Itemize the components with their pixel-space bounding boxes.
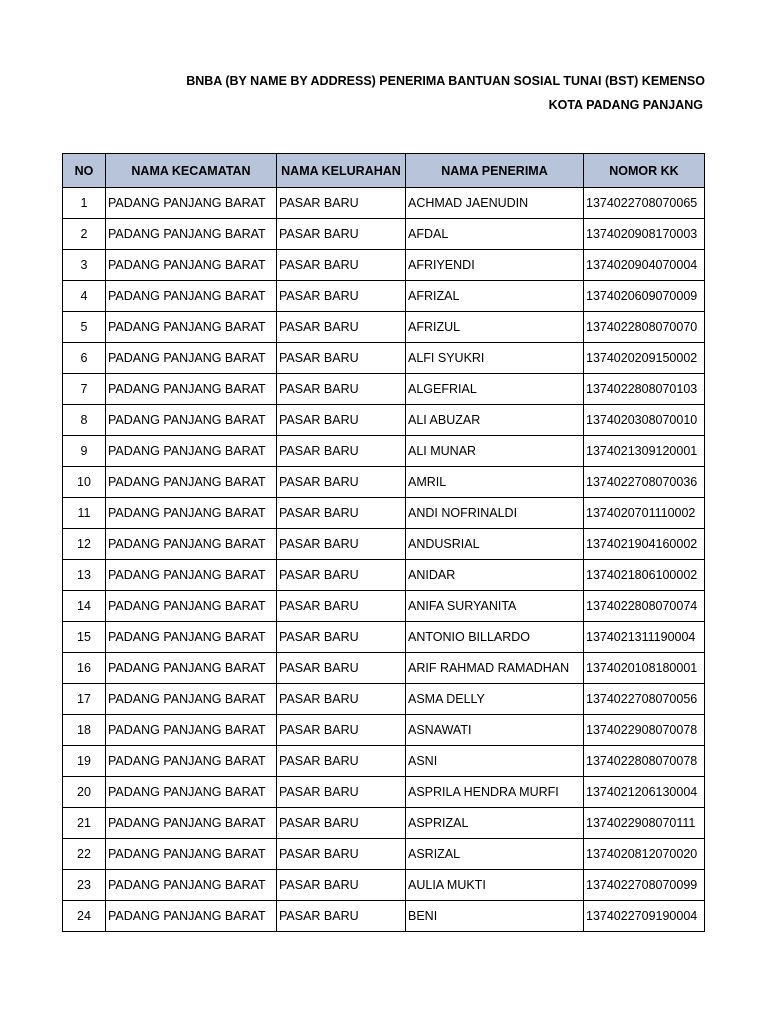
cell-kecamatan: PADANG PANJANG BARAT	[106, 312, 277, 343]
cell-kecamatan: PADANG PANJANG BARAT	[106, 374, 277, 405]
cell-penerima: ALI ABUZAR	[406, 405, 584, 436]
cell-no: 14	[63, 591, 106, 622]
document-subtitle: KOTA PADANG PANJANG	[548, 98, 703, 112]
cell-kecamatan: PADANG PANJANG BARAT	[106, 901, 277, 932]
cell-nomor-kk: 1374020609070009	[584, 281, 705, 312]
cell-kecamatan: PADANG PANJANG BARAT	[106, 405, 277, 436]
table-row	[63, 653, 705, 684]
column-header-nomor-kk: NOMOR KK	[584, 154, 705, 188]
cell-no: 7	[63, 374, 106, 405]
cell-kecamatan: PADANG PANJANG BARAT	[106, 281, 277, 312]
cell-nomor-kk: 1374020701110002	[584, 498, 705, 529]
cell-kelurahan: PASAR BARU	[277, 560, 406, 591]
cell-kelurahan: PASAR BARU	[277, 622, 406, 653]
cell-nomor-kk: 1374022808070078	[584, 746, 705, 777]
cell-nomor-kk: 1374022709190004	[584, 901, 705, 932]
table-row	[63, 560, 705, 591]
cell-nomor-kk: 1374022708070065	[584, 188, 705, 219]
cell-kecamatan: PADANG PANJANG BARAT	[106, 777, 277, 808]
table-row	[63, 250, 705, 281]
column-header-kecamatan: NAMA KECAMATAN	[106, 154, 277, 188]
cell-no: 21	[63, 808, 106, 839]
cell-kecamatan: PADANG PANJANG BARAT	[106, 467, 277, 498]
cell-no: 22	[63, 839, 106, 870]
cell-nomor-kk: 1374020904070004	[584, 250, 705, 281]
cell-kelurahan: PASAR BARU	[277, 684, 406, 715]
table-row	[63, 684, 705, 715]
table-row	[63, 281, 705, 312]
cell-penerima: BENI	[406, 901, 584, 932]
cell-kecamatan: PADANG PANJANG BARAT	[106, 250, 277, 281]
table-row	[63, 591, 705, 622]
cell-kelurahan: PASAR BARU	[277, 281, 406, 312]
cell-kelurahan: PASAR BARU	[277, 436, 406, 467]
table-row	[63, 188, 705, 219]
cell-no: 13	[63, 560, 106, 591]
cell-kecamatan: PADANG PANJANG BARAT	[106, 343, 277, 374]
cell-nomor-kk: 1374021806100002	[584, 560, 705, 591]
cell-kelurahan: PASAR BARU	[277, 653, 406, 684]
cell-nomor-kk: 1374020308070010	[584, 405, 705, 436]
table-body	[63, 188, 705, 932]
cell-penerima: ANDI NOFRINALDI	[406, 498, 584, 529]
cell-kelurahan: PASAR BARU	[277, 467, 406, 498]
cell-kecamatan: PADANG PANJANG BARAT	[106, 715, 277, 746]
table-row	[63, 746, 705, 777]
cell-kelurahan: PASAR BARU	[277, 250, 406, 281]
cell-nomor-kk: 1374022908070078	[584, 715, 705, 746]
cell-penerima: ALI MUNAR	[406, 436, 584, 467]
cell-no: 2	[63, 219, 106, 250]
cell-penerima: ASPRILA HENDRA MURFI	[406, 777, 584, 808]
column-header-no: NO	[63, 154, 106, 188]
cell-kecamatan: PADANG PANJANG BARAT	[106, 591, 277, 622]
column-header-kelurahan: NAMA KELURAHAN	[277, 154, 406, 188]
cell-nomor-kk: 1374022808070074	[584, 591, 705, 622]
cell-no: 15	[63, 622, 106, 653]
cell-kelurahan: PASAR BARU	[277, 529, 406, 560]
cell-kecamatan: PADANG PANJANG BARAT	[106, 436, 277, 467]
cell-no: 20	[63, 777, 106, 808]
header-row	[63, 154, 705, 188]
table-row	[63, 529, 705, 560]
table-row	[63, 467, 705, 498]
cell-penerima: ALFI SYUKRI	[406, 343, 584, 374]
cell-nomor-kk: 1374021904160002	[584, 529, 705, 560]
cell-no: 4	[63, 281, 106, 312]
cell-kelurahan: PASAR BARU	[277, 777, 406, 808]
table-row	[63, 312, 705, 343]
cell-nomor-kk: 1374020812070020	[584, 839, 705, 870]
cell-penerima: AFRIYENDI	[406, 250, 584, 281]
cell-nomor-kk: 1374022708070036	[584, 467, 705, 498]
cell-nomor-kk: 1374022808070070	[584, 312, 705, 343]
cell-no: 18	[63, 715, 106, 746]
cell-kelurahan: PASAR BARU	[277, 498, 406, 529]
cell-nomor-kk: 1374022808070103	[584, 374, 705, 405]
cell-kecamatan: PADANG PANJANG BARAT	[106, 498, 277, 529]
cell-kecamatan: PADANG PANJANG BARAT	[106, 746, 277, 777]
cell-penerima: ANIFA SURYANITA	[406, 591, 584, 622]
recipient-table	[62, 153, 705, 932]
cell-no: 16	[63, 653, 106, 684]
cell-kelurahan: PASAR BARU	[277, 808, 406, 839]
cell-no: 6	[63, 343, 106, 374]
cell-no: 24	[63, 901, 106, 932]
cell-no: 19	[63, 746, 106, 777]
cell-penerima: ASRIZAL	[406, 839, 584, 870]
cell-kelurahan: PASAR BARU	[277, 405, 406, 436]
cell-kecamatan: PADANG PANJANG BARAT	[106, 622, 277, 653]
cell-penerima: AULIA MUKTI	[406, 870, 584, 901]
table-row	[63, 870, 705, 901]
cell-kecamatan: PADANG PANJANG BARAT	[106, 839, 277, 870]
cell-kecamatan: PADANG PANJANG BARAT	[106, 808, 277, 839]
cell-no: 17	[63, 684, 106, 715]
cell-penerima: ASNI	[406, 746, 584, 777]
cell-nomor-kk: 1374021309120001	[584, 436, 705, 467]
cell-no: 1	[63, 188, 106, 219]
cell-no: 3	[63, 250, 106, 281]
cell-penerima: ANDUSRIAL	[406, 529, 584, 560]
cell-kelurahan: PASAR BARU	[277, 374, 406, 405]
cell-nomor-kk: 1374021206130004	[584, 777, 705, 808]
cell-nomor-kk: 1374020209150002	[584, 343, 705, 374]
cell-kelurahan: PASAR BARU	[277, 870, 406, 901]
cell-nomor-kk: 1374020908170003	[584, 219, 705, 250]
cell-penerima: ACHMAD JAENUDIN	[406, 188, 584, 219]
cell-kecamatan: PADANG PANJANG BARAT	[106, 529, 277, 560]
cell-kelurahan: PASAR BARU	[277, 343, 406, 374]
table-row	[63, 219, 705, 250]
cell-nomor-kk: 1374021311190004	[584, 622, 705, 653]
table-row	[63, 436, 705, 467]
column-header-penerima: NAMA PENERIMA	[406, 154, 584, 188]
cell-kelurahan: PASAR BARU	[277, 312, 406, 343]
table-row	[63, 343, 705, 374]
cell-no: 11	[63, 498, 106, 529]
cell-nomor-kk: 1374022908070111	[584, 808, 705, 839]
cell-no: 23	[63, 870, 106, 901]
table-header	[63, 154, 705, 188]
cell-kelurahan: PASAR BARU	[277, 188, 406, 219]
cell-nomor-kk: 1374022708070099	[584, 870, 705, 901]
cell-kecamatan: PADANG PANJANG BARAT	[106, 653, 277, 684]
cell-kelurahan: PASAR BARU	[277, 591, 406, 622]
cell-no: 9	[63, 436, 106, 467]
table-row	[63, 839, 705, 870]
cell-kelurahan: PASAR BARU	[277, 901, 406, 932]
cell-nomor-kk: 1374022708070056	[584, 684, 705, 715]
cell-penerima: ASPRIZAL	[406, 808, 584, 839]
cell-penerima: ALGEFRIAL	[406, 374, 584, 405]
cell-no: 12	[63, 529, 106, 560]
cell-no: 10	[63, 467, 106, 498]
cell-kecamatan: PADANG PANJANG BARAT	[106, 219, 277, 250]
cell-kecamatan: PADANG PANJANG BARAT	[106, 560, 277, 591]
cell-penerima: AFDAL	[406, 219, 584, 250]
document-title: BNBA (BY NAME BY ADDRESS) PENERIMA BANTUAN SOSIAL TUNAI (BST) KEMENSO	[186, 74, 705, 88]
cell-penerima: ASMA DELLY	[406, 684, 584, 715]
cell-kelurahan: PASAR BARU	[277, 839, 406, 870]
cell-no: 5	[63, 312, 106, 343]
table-row	[63, 715, 705, 746]
cell-kelurahan: PASAR BARU	[277, 715, 406, 746]
table-row	[63, 901, 705, 932]
cell-kelurahan: PASAR BARU	[277, 219, 406, 250]
cell-penerima: AMRIL	[406, 467, 584, 498]
cell-kecamatan: PADANG PANJANG BARAT	[106, 188, 277, 219]
cell-no: 8	[63, 405, 106, 436]
table-row	[63, 498, 705, 529]
cell-penerima: AFRIZUL	[406, 312, 584, 343]
cell-kelurahan: PASAR BARU	[277, 746, 406, 777]
cell-penerima: ANTONIO BILLARDO	[406, 622, 584, 653]
cell-penerima: ANIDAR	[406, 560, 584, 591]
cell-penerima: ASNAWATI	[406, 715, 584, 746]
cell-kecamatan: PADANG PANJANG BARAT	[106, 870, 277, 901]
table-row	[63, 808, 705, 839]
cell-penerima: AFRIZAL	[406, 281, 584, 312]
cell-kecamatan: PADANG PANJANG BARAT	[106, 684, 277, 715]
cell-nomor-kk: 1374020108180001	[584, 653, 705, 684]
table-row	[63, 374, 705, 405]
table-row	[63, 622, 705, 653]
cell-penerima: ARIF RAHMAD RAMADHAN	[406, 653, 584, 684]
table-row	[63, 405, 705, 436]
table-row	[63, 777, 705, 808]
